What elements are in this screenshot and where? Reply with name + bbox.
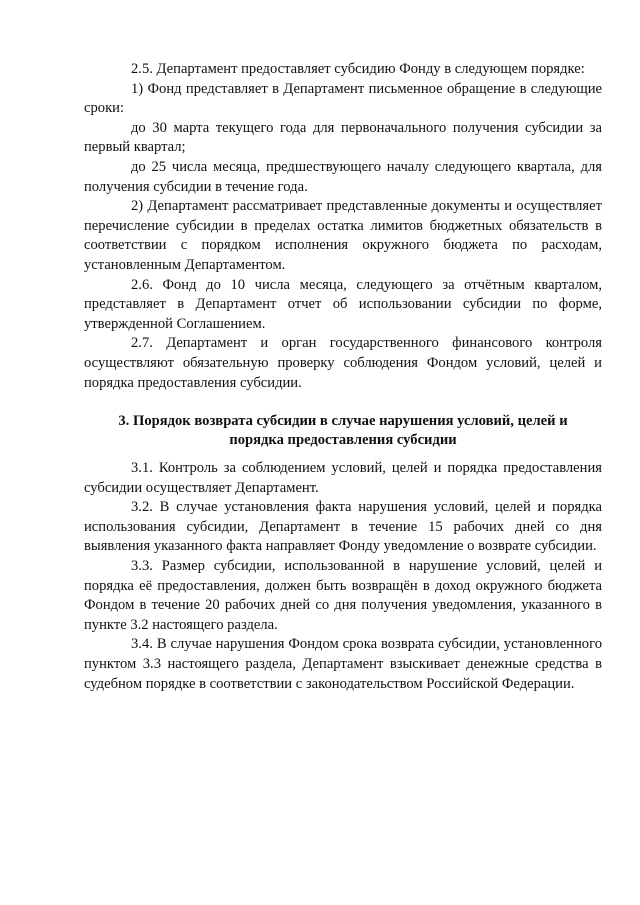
paragraph-3-2: 3.2. В случае установления факта нарушения условий, целей и порядка использования субсидии, Департамент в течение 15 рабочих дней со дня выявления указанного факта направляет Фонду уведомление о возврате субсидии. bbox=[84, 499, 602, 555]
paragraph-2-6: 2.6. Фонд до 10 числа месяца, следующего за отчётным кварталом, представляет в Департамент отчет об использовании субсидии по форме, утвержденной Соглашением. bbox=[84, 276, 602, 332]
paragraph-deadline-first-quarter: до 30 марта текущего года для первоначального получения субсидии за первый квартал; bbox=[84, 119, 602, 156]
paragraph-2-5-item-2: 2) Департамент рассматривает представленные документы и осуществляет перечисление субсидии в пределах остатка лимитов бюджетных обязательств в соответствии с порядком исполнения окружного бюджета по расходам, установленным Департаментом. bbox=[84, 198, 602, 273]
section-spacer bbox=[84, 393, 602, 412]
paragraph-deadline-during-year: до 25 числа месяца, предшествующего началу следующего квартала, для получения субсидии в течение года. bbox=[84, 158, 602, 195]
paragraph-3-1: 3.1. Контроль за соблюдением условий, целей и порядка предоставления субсидии осуществляет Департамент. bbox=[84, 460, 602, 496]
heading-spacer bbox=[84, 449, 602, 459]
document-body bbox=[84, 60, 602, 694]
paragraph-2-5-item-1: 1) Фонд представляет в Департамент письменное обращение в следующие сроки: bbox=[84, 80, 602, 117]
paragraph-2-5: 2.5. Департамент предоставляет субсидию Фонду в следующем порядке: bbox=[131, 61, 585, 77]
paragraph-3-4: 3.4. В случае нарушения Фондом срока возврата субсидии, установленного пунктом 3.3 настоящего раздела, Департамент взыскивает денежные средства в судебном порядке в соответствии с законодательством Российской Федерации. bbox=[84, 636, 602, 692]
paragraph-2-7: 2.7. Департамент и орган государственного финансового контроля осуществляют обязательную проверку соблюдения Фондом условий, целей и порядка предоставления субсидии. bbox=[84, 335, 602, 391]
paragraph-3-3: 3.3. Размер субсидии, использованной в нарушение условий, целей и порядка её предоставления, должен быть возвращён в доход окружного бюджета Фондом в течение 20 рабочих дней со дня получения уведомления, указанного в пункте 3.2 настоящего раздела. bbox=[84, 558, 602, 633]
section-3-heading: 3. Порядок возврата субсидии в случае нарушения условий, целей и порядка предоставления субсидии bbox=[118, 413, 568, 448]
